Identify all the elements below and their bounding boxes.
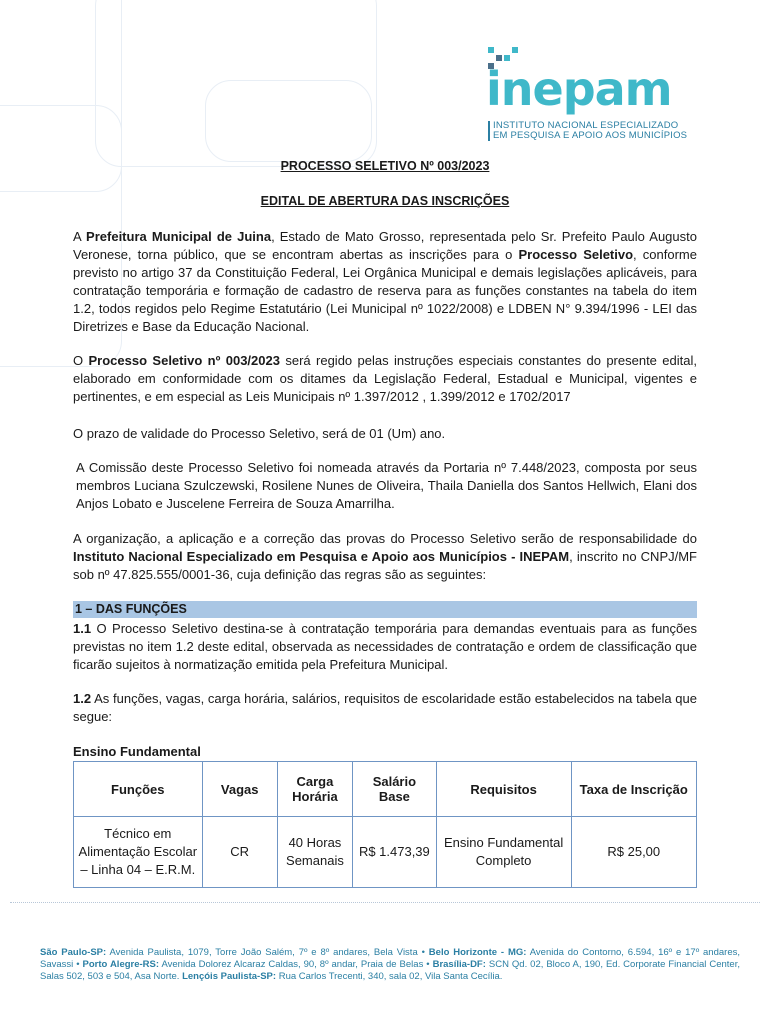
- text-run-bold: Processo Seletivo: [518, 247, 634, 262]
- table-cell: Ensino Fundamental Completo: [436, 817, 571, 888]
- organization-paragraph: [73, 530, 697, 584]
- table-header: Carga Horária: [277, 762, 352, 817]
- validity-paragraph: O prazo de validade do Processo Seletivo, será de 01 (Um) ano.: [73, 426, 446, 441]
- footer-text: Rua Carlos Trecenti, 340, sala 02, Vila Santa Cecília.: [276, 971, 503, 982]
- table-header-row: [74, 762, 697, 817]
- footer-text: SCN Qd. 02, Bloco A, 190, Ed. Corporate Financial Center, Salas 502, 503 e 504, Asa Norte.: [40, 959, 740, 982]
- logo-pixel: [512, 47, 518, 53]
- logo-subtitle-line: EM PESQUISA E APOIO AOS MUNICÍPIOS: [493, 130, 688, 141]
- text-run: O: [73, 353, 89, 368]
- footer-label: Belo Horizonte - MG:: [428, 947, 527, 958]
- item-number: 1.1: [73, 621, 92, 636]
- text-run: O Processo Seletivo destina-se à contratação temporária para demandas eventuais para as funções previstas no item 1.2 deste edital, observada as necessidades de contratação e ordem de classificação que ficarão sujeitos à normatização emitida pela Prefeitura Municipal.: [73, 621, 697, 672]
- intro-paragraph: [73, 228, 697, 336]
- table-header: Taxa de Inscrição: [571, 762, 696, 817]
- text-run-bold: Prefeitura Municipal de Juina: [86, 229, 272, 244]
- text-run-bold: Processo Seletivo nº 003/2023: [88, 353, 280, 368]
- document-title: PROCESSO SELETIVO Nº 003/2023: [280, 159, 490, 173]
- logo-pixel: [504, 55, 510, 61]
- table-header: Vagas: [202, 762, 277, 817]
- text-run: , Estado de Mato Grosso, representada pelo Sr. Prefeito Paulo Augusto Veronese, torna público, que se encontram abertas as inscrições para o: [73, 229, 697, 262]
- table-heading: Ensino Fundamental: [73, 744, 201, 759]
- commission-paragraph: A Comissão deste Processo Seletivo foi nomeada através da Portaria nº 7.448/2023, composta por seus membros Luciana Szulczewski, Rosilene Nunes de Oliveira, Thaila Daniella dos Santos Hellwich, Elani dos Anjos Lobato e Juscelene Ferreira de Souza Amarrilha.: [76, 460, 697, 511]
- functions-table: [73, 761, 697, 888]
- footer-label: Brasília-DF:: [432, 959, 486, 970]
- table-cell: 40 Horas Semanais: [277, 817, 352, 888]
- text-run: , inscrito no CNPJ/MF sob nº 47.825.555/0001-36, cuja definição das regras são as seguintes:: [73, 549, 697, 582]
- table-cell: Técnico em Alimentação Escolar – Linha 04 – E.R.M.: [74, 817, 203, 888]
- table-cell: R$ 25,00: [571, 817, 696, 888]
- item-1-1-paragraph: [73, 620, 697, 674]
- footer-label: São Paulo-SP:: [40, 947, 107, 958]
- table-row: [74, 817, 697, 888]
- footer-addresses: [40, 947, 740, 983]
- footer-text: Avenida Dolorez Alcaraz Caldas, 90, 8º andar, Praia de Belas •: [159, 959, 433, 970]
- inepam-logo: [478, 44, 693, 144]
- item-1-2-paragraph: [73, 690, 697, 726]
- logo-pixel: [488, 47, 494, 53]
- table-header: Funções: [74, 762, 203, 817]
- footer-text: Avenida Paulista, 1079, Torre João Salém, 7º e 8º andares, Bela Vista •: [106, 947, 429, 958]
- table-header: Requisitos: [436, 762, 571, 817]
- logo-subtitle: [488, 121, 687, 141]
- text-run: A organização, a aplicação e a correção das provas do Processo Seletivo serão de responsabilidade do: [73, 531, 697, 546]
- rules-paragraph: [73, 352, 697, 406]
- background-decoration: [205, 80, 372, 162]
- logo-pixel: [496, 55, 502, 61]
- text-run: , conforme previsto no artigo 37 da Constituição Federal, Lei Orgânica Municipal e demais legislações aplicáveis, para contratação temporária e formação de cadastro de reserva para as funções constantes na tabela do item 1.2, todos regidos pelo Regime Estatutário (Lei Municipal nº 1022/2008) e LDBEN N° 9.394/1996 - LEI das Diretrizes e Base da Educação Nacional.: [73, 247, 697, 334]
- text-run-bold: Instituto Nacional Especializado em Pesquisa e Apoio aos Municípios - INEPAM: [73, 549, 570, 564]
- item-number: 1.2: [73, 691, 92, 706]
- footer-label: Lençóis Paulista-SP:: [182, 971, 277, 982]
- text-run: As funções, vagas, carga horária, salários, requisitos de escolaridade estão estabelecidos na tabela que segue:: [73, 691, 697, 724]
- section-heading-funcoes: 1 – DAS FUNÇÕES: [73, 601, 697, 618]
- footer-label: Porto Alegre-RS:: [82, 959, 160, 970]
- document-subtitle: EDITAL DE ABERTURA DAS INSCRIÇÕES: [260, 194, 510, 208]
- text-run: A: [73, 229, 87, 244]
- table-cell: R$ 1.473,39: [353, 817, 437, 888]
- logo-subtitle-line: INSTITUTO NACIONAL ESPECIALIZADO: [493, 120, 679, 131]
- footer-divider: [10, 902, 760, 903]
- text-run: será regido pelas instruções especiais constantes do presente edital, elaborado em conformidade com os ditames da Legislação Federal, Estadual e Municipal, vigentes e pertinentes, e em especial as Leis Municipais nº 1.397/2012 , 1.399/2012 e 1702/2017: [73, 353, 697, 404]
- logo-wordmark: inepam: [486, 62, 672, 116]
- table-cell: CR: [202, 817, 277, 888]
- table-header: Salário Base: [353, 762, 437, 817]
- footer-text: Avenida do Contorno, 6.594, 16º e 17º andares, Savassi •: [40, 947, 740, 970]
